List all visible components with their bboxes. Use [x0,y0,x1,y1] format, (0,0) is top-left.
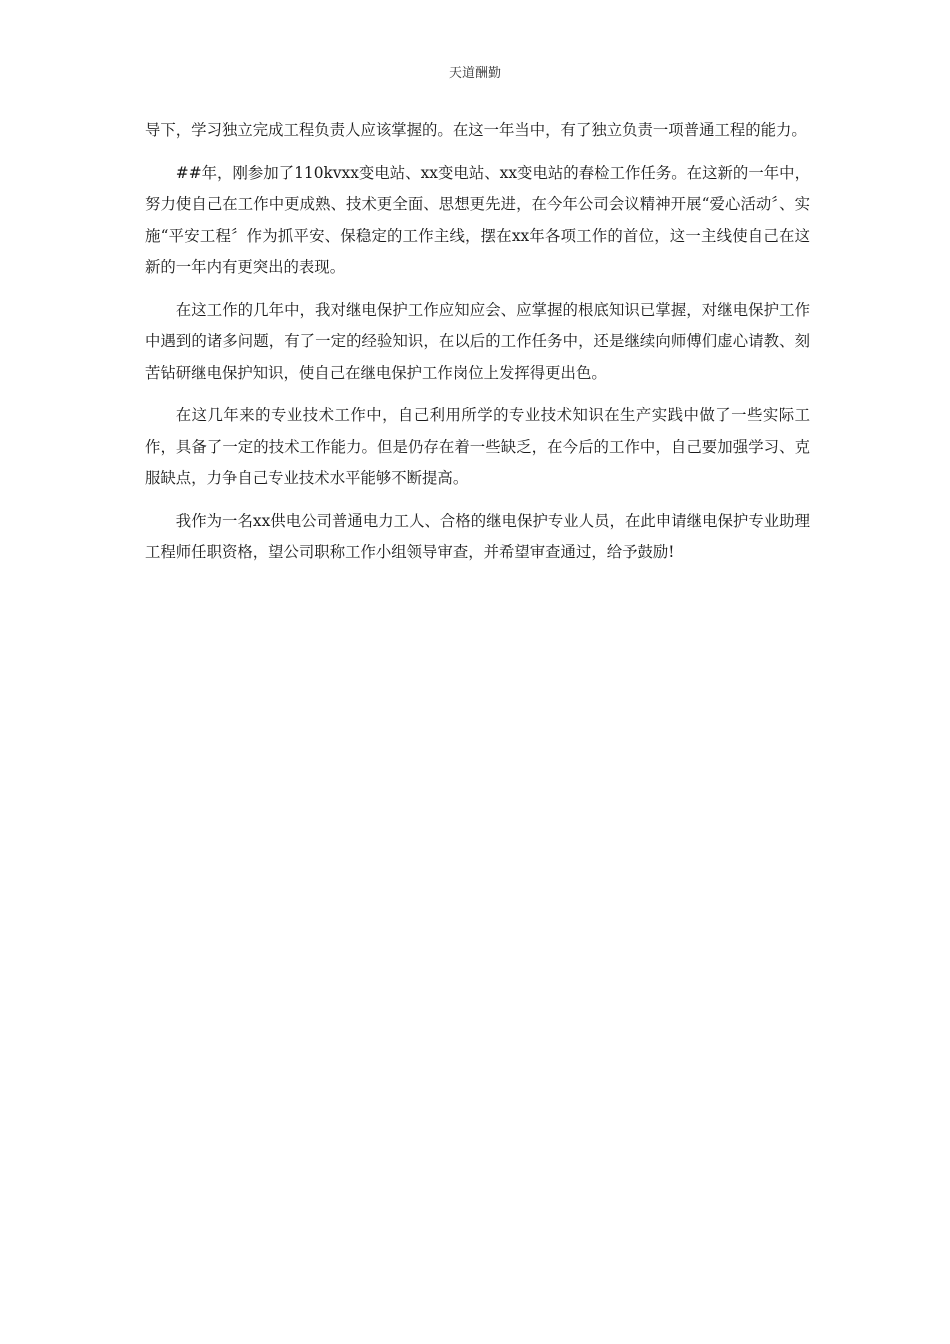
paragraph-3: 在这工作的几年中，我对继电保护工作应知应会、应掌握的根底知识已掌握，对继电保护工作中遇到的诸多问题，有了一定的经验知识，在以后的工作任务中，还是继续向师傅们虚心请教、刻苦钻研继电保护知识，使自己在继电保护工作岗位上发挥得更出色。 [145,300,810,382]
paragraph-2: ##年，刚参加了110kvxx变电站、xx变电站、xx变电站的春检工作任务。在这新的一年中，努力使自己在工作中更成熟、技术更全面、思想更先进，在今年公司会议精神开展“爱心活动〞、实施“平安工程〞作为抓平安、保稳定的工作主线，摆在xx年各项工作的首位，这一主线使自己在这新的一年内有更突出的表现。 [145,163,810,276]
paragraph-5: 我作为一名xx供电公司普通电力工人、合格的继电保护专业人员，在此申请继电保护专业助理工程师任职资格，望公司职称工作小组领导审查，并希望审查通过，给予鼓励! [145,511,810,561]
paragraph-1: 导下，学习独立完成工程负责人应该掌握的。在这一年当中，有了独立负责一项普通工程的能力。 [145,121,807,139]
paragraph-4: 在这几年来的专业技术工作中，自己利用所学的专业技术知识在生产实践中做了一些实际工作，具备了一定的技术工作能力。但是仍存在着一些缺乏，在今后的工作中，自己要加强学习、克服缺点，力争自己专业技术水平能够不断提高。 [145,406,810,487]
document-body [145,115,810,580]
page-header: 天道酬勤 [448,66,501,81]
